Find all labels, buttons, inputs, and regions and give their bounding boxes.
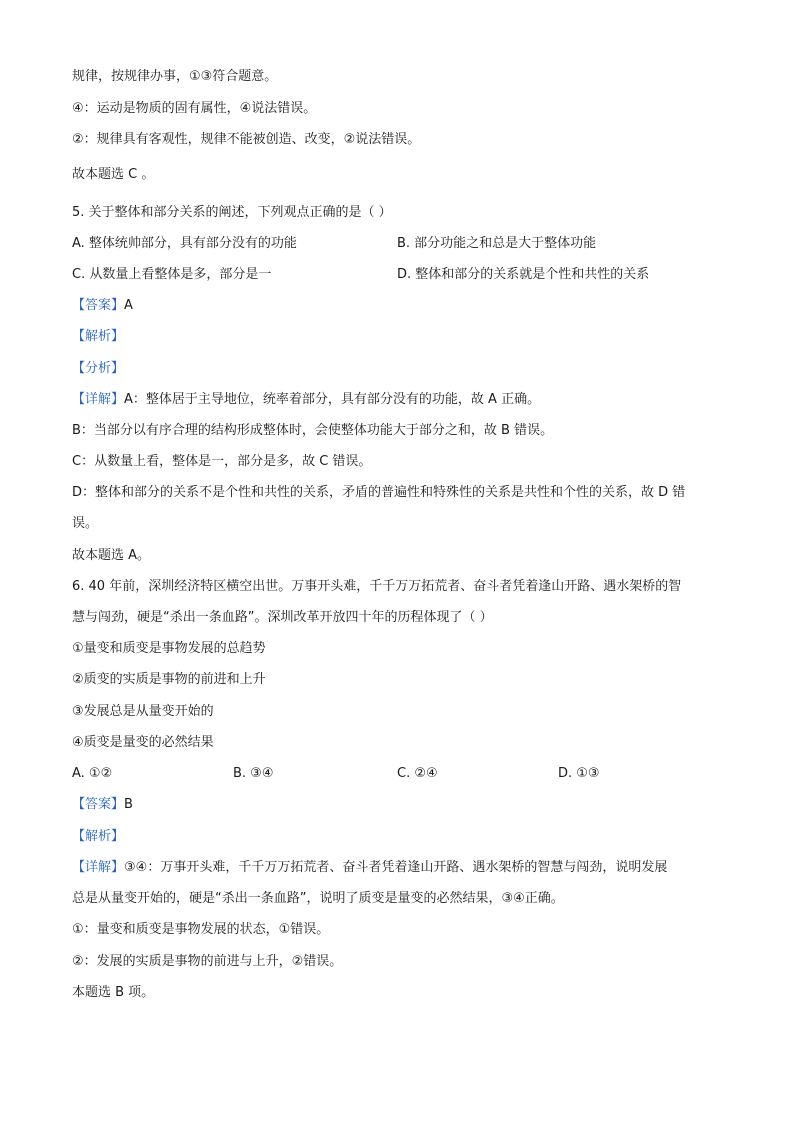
detail-tag: 【详解】 [72,392,125,407]
q6-statement-1: ①量变和质变是事物发展的总趋势 [72,641,266,656]
q6-option-c: C. ②④ [397,766,438,781]
q6-option-d: D. ①③ [558,766,600,781]
answer-value: A [124,298,133,313]
q6-analysis-tag: 【解析】 [72,829,125,844]
text-line: 故本题选 C 。 [72,167,155,182]
detail-tag: 【详解】 [72,860,125,875]
q5-detail-a [72,391,540,409]
q5-detail-c: C：从数量上看，整体是一，部分是多，故 C 错误。 [72,454,372,469]
detail-text: ③④：万事开头难，千千万万拓荒者、奋斗者凭着逢山开路、遇水架桥的智慧与闯劲，说明发展 [124,860,668,875]
answer-tag: 【答案】 [72,298,125,313]
q6-option-b: B. ③④ [233,766,274,781]
q6-answer [72,796,133,814]
q5-answer [72,297,133,315]
text-line: 规律，按规律办事，①③符合题意。 [72,69,278,84]
answer-value: B [124,797,133,812]
detail-text: A：整体居于主导地位，统率着部分，具有部分没有的功能，故 A 正确。 [124,392,541,407]
q5-detail-d: D：整体和部分的关系不是个性和共性的关系，矛盾的普遍性和特殊性的关系是共性和个性的关系，故 D 错 [72,485,686,500]
q5-fenxi-tag: 【分析】 [72,361,125,376]
question-6-stem-cont: 慧与闯劲，硬是“杀出一条血路”。深圳改革开放四十年的历程体现了（ ） [72,610,493,625]
q6-statement-3: ③发展总是从量变开始的 [72,704,214,719]
q6-detail-3: ①：量变和质变是事物发展的状态，①错误。 [72,922,330,937]
q6-detail-4: ②：发展的实质是事物的前进与上升，②错误。 [72,954,343,969]
question-5-stem: 5. 关于整体和部分关系的阐述，下列观点正确的是（ ） [72,205,392,220]
q6-statement-4: ④质变是量变的必然结果 [72,735,214,750]
q6-conclusion: 本题选 B 项。 [72,985,155,1000]
q6-statement-2: ②质变的实质是事物的前进和上升 [72,672,266,687]
q6-detail-2: 总是从量变开始的，硬是“杀出一条血路”，说明了质变是量变的必然结果，③④正确。 [72,891,564,906]
q5-detail-b: B：当部分以有序合理的结构形成整体时，会使整体功能大于部分之和，故 B 错误。 [72,423,554,438]
answer-tag: 【答案】 [72,797,125,812]
q5-option-a: A. 整体统帅部分，具有部分没有的功能 [72,236,297,251]
q5-option-d: D. 整体和部分的关系就是个性和共性的关系 [397,267,650,282]
q5-conclusion: 故本题选 A。 [72,548,151,563]
q6-detail-1 [72,859,667,877]
text-line: ④：运动是物质的固有属性，④说法错误。 [72,101,317,116]
q5-option-c: C. 从数量上看整体是多，部分是一 [72,267,272,282]
text-line: ②：规律具有客观性，规律不能被创造、改变，②说法错误。 [72,132,421,147]
q6-option-a: A. ①② [72,766,113,781]
q5-option-b: B. 部分功能之和总是大于整体功能 [397,236,597,251]
q5-analysis-tag: 【解析】 [72,329,125,344]
question-6-stem: 6. 40 年前，深圳经济特区横空出世。万事开头难，千千万万拓荒者、奋斗者凭着逢山开路、遇水架桥的智 [72,579,682,594]
q5-detail-d-cont: 误。 [72,516,99,531]
